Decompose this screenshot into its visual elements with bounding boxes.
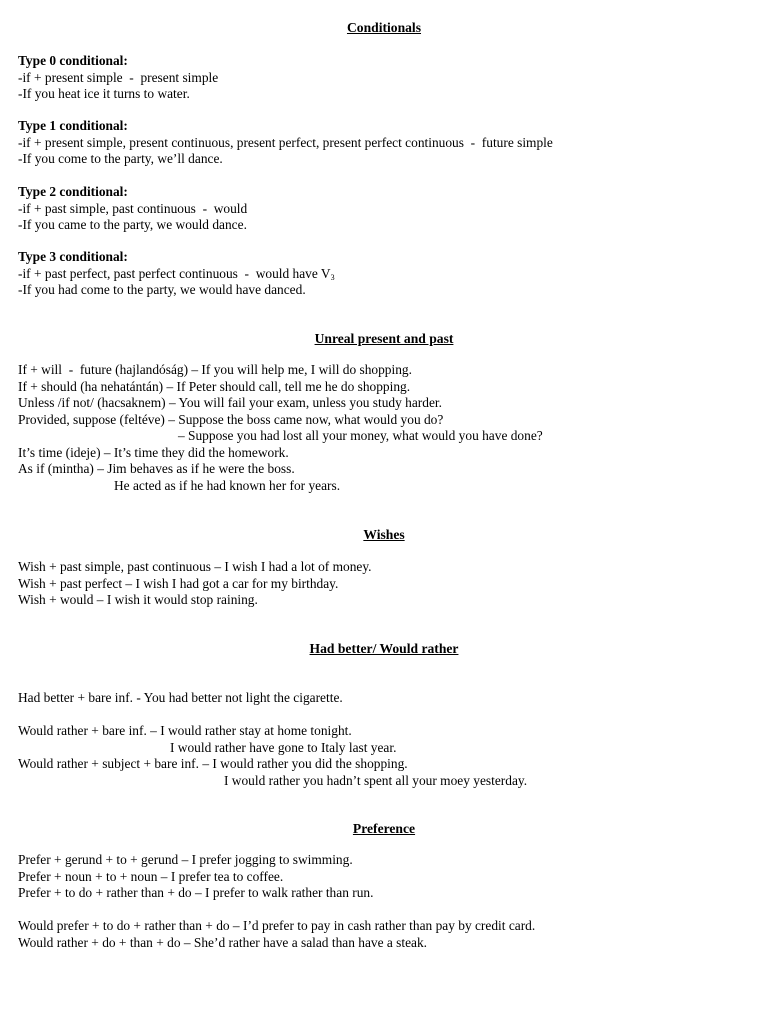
preference-line: Prefer + gerund + to + gerund – I prefer jogging to swimming.	[18, 852, 353, 867]
wishes-line: Wish + past simple, past continuous – I wish I had a lot of money.	[18, 559, 372, 574]
wishes-heading: Wishes	[363, 527, 405, 542]
unreal-heading: Unreal present and past	[314, 331, 454, 346]
wishes-line: Wish + would – I wish it would stop raining.	[18, 592, 258, 607]
type3-rule-subscript: 3	[330, 272, 335, 282]
unreal-line: He acted as if he had known her for years.	[114, 477, 341, 493]
preference-heading: Preference	[352, 821, 416, 836]
unreal-line: If + should (ha nehatántán) – If Peter should call, tell me he do shopping.	[18, 378, 411, 394]
type3-heading: Type 3 conditional:	[18, 249, 128, 264]
preference-line: Prefer + noun + to + noun – I prefer tea to coffee.	[18, 868, 284, 884]
type0-rule: -if + present simple - present simple	[18, 69, 219, 85]
preference-line: Would rather + do + than + do – She’d rather have a salad than have a steak.	[18, 934, 428, 950]
type1-section	[18, 118, 758, 168]
had-better-line: Would rather + subject + bare inf. – I would rather you did the shopping.	[18, 756, 408, 771]
type1-example: -If you come to the party, we’ll dance.	[18, 151, 223, 166]
had-better-line: Had better + bare inf. - You had better not light the cigarette.	[18, 690, 343, 705]
type3-rule	[18, 266, 758, 283]
type1-rule: -if + present simple, present continuous, present perfect, present perfect continuous - future simple	[18, 134, 553, 150]
unreal-line: Provided, suppose (feltéve) – Suppose the boss came now, what would you do?	[18, 411, 444, 427]
type2-example: -If you came to the party, we would dance.	[18, 217, 247, 232]
type0-heading: Type 0 conditional:	[18, 53, 128, 68]
type0-example: -If you heat ice it turns to water.	[18, 86, 190, 101]
page-title: Conditionals	[346, 20, 422, 35]
preference-line: Would prefer + to do + rather than + do – I’d prefer to pay in cash rather than pay by credit card.	[18, 918, 536, 933]
wishes-line: Wish + past perfect – I wish I had got a car for my birthday.	[18, 575, 339, 591]
wishes-section	[18, 559, 758, 609]
unreal-line: As if (mintha) – Jim behaves as if he were the boss.	[18, 461, 295, 476]
had-better-line: I would rather you hadn’t spent all your moey yesterday.	[224, 772, 528, 788]
preference-section	[18, 852, 758, 951]
had-better-line: Would rather + bare inf. – I would rather stay at home tonight.	[18, 723, 352, 738]
type3-section	[18, 249, 758, 299]
unreal-section	[18, 362, 758, 494]
type2-heading: Type 2 conditional:	[18, 184, 128, 199]
had-better-line: I would rather have gone to Italy last year.	[170, 739, 397, 755]
type2-rule: -if + past simple, past continuous - would	[18, 200, 248, 216]
type1-heading: Type 1 conditional:	[18, 118, 128, 133]
unreal-line: Unless /if not/ (hacsaknem) – You will fail your exam, unless you study harder.	[18, 395, 442, 410]
preference-line: Prefer + to do + rather than + do – I prefer to walk rather than run.	[18, 885, 374, 900]
unreal-line: If + will - future (hajlandóság) – If you will help me, I will do shopping.	[18, 362, 412, 377]
type3-rule-text: -if + past perfect, past perfect continuous - would have V	[18, 265, 331, 281]
type2-section	[18, 184, 758, 234]
type3-example: -If you had come to the party, we would have danced.	[18, 282, 306, 297]
had-better-section	[18, 690, 758, 789]
unreal-line: – Suppose you had lost all your money, what would you have done?	[178, 428, 543, 443]
unreal-line: It’s time (ideje) – It’s time they did the homework.	[18, 444, 289, 460]
type0-section	[18, 53, 758, 103]
had-better-heading: Had better/ Would rather	[309, 641, 459, 656]
